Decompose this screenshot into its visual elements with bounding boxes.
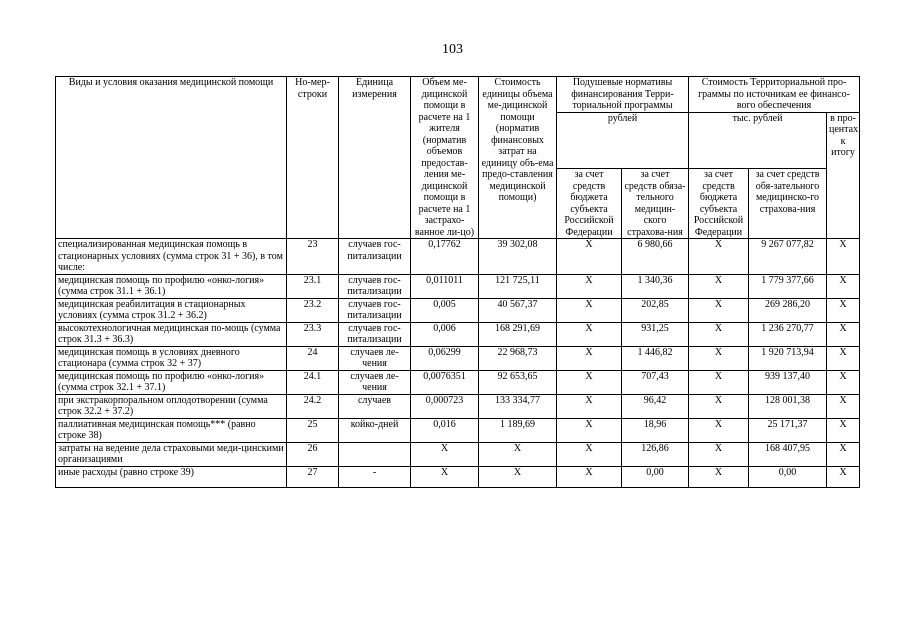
table-row xyxy=(56,418,860,442)
row-pc-budget: X xyxy=(557,394,622,418)
row-unit: случаев гос-питализации xyxy=(339,239,411,275)
row-pc-oms: 126,86 xyxy=(622,442,689,466)
header-tp-oms: за счет средств обя-зательного медицинско-го страхова-ния xyxy=(749,169,827,239)
row-name: медицинская помощь в условиях дневного стационара (сумма строк 32 + 37) xyxy=(56,346,287,370)
tariff-table xyxy=(55,76,860,488)
row-tp-budget: X xyxy=(689,370,749,394)
row-unit: случаев ле-чения xyxy=(339,370,411,394)
row-unit xyxy=(339,442,411,466)
row-pc-oms: 96,42 xyxy=(622,394,689,418)
table-header xyxy=(56,77,860,239)
row-pc-budget: X xyxy=(557,346,622,370)
row-tp-oms: 0,00 xyxy=(749,466,827,487)
row-percent: X xyxy=(827,394,860,418)
row-number: 24.1 xyxy=(287,370,339,394)
row-percent: X xyxy=(827,418,860,442)
table-row xyxy=(56,274,860,298)
row-tp-budget: X xyxy=(689,346,749,370)
row-pc-oms: 202,85 xyxy=(622,298,689,322)
row-cost: 40 567,37 xyxy=(479,298,557,322)
table-row xyxy=(56,442,860,466)
header-tp-budget: за счет средств бюджета субъекта Российской Федерации xyxy=(689,169,749,239)
row-percent: X xyxy=(827,370,860,394)
row-unit: случаев гос-питализации xyxy=(339,274,411,298)
row-tp-budget: X xyxy=(689,298,749,322)
row-pc-budget: X xyxy=(557,239,622,275)
row-volume: X xyxy=(411,466,479,487)
header-program-cost: Стоимость Территориальной про-граммы по источникам ее финансо-вого обеспечения xyxy=(689,77,860,113)
row-number: 24 xyxy=(287,346,339,370)
row-percent: X xyxy=(827,239,860,275)
row-name: специализированная медицинская помощь в стационарных условиях (сумма строк 31 + 36), в том числе: xyxy=(56,239,287,275)
row-cost: X xyxy=(479,466,557,487)
row-unit: случаев гос-питализации xyxy=(339,322,411,346)
row-percent: X xyxy=(827,346,860,370)
row-tp-budget: X xyxy=(689,322,749,346)
row-number: 23.3 xyxy=(287,322,339,346)
row-percent: X xyxy=(827,442,860,466)
header-row-number: Но-мер-строки xyxy=(287,77,339,239)
row-volume: 0,000723 xyxy=(411,394,479,418)
table-row xyxy=(56,466,860,487)
row-name: медицинская реабилитация в стационарных условиях (сумма строк 31.2 + 36.2) xyxy=(56,298,287,322)
row-tp-budget: X xyxy=(689,418,749,442)
row-volume: 0,005 xyxy=(411,298,479,322)
row-pc-oms: 1 340,36 xyxy=(622,274,689,298)
row-cost: 39 302,08 xyxy=(479,239,557,275)
row-number: 23.2 xyxy=(287,298,339,322)
row-cost: 168 291,69 xyxy=(479,322,557,346)
row-pc-budget: X xyxy=(557,298,622,322)
row-name: иные расходы (равно строке 39) xyxy=(56,466,287,487)
row-tp-oms: 1 236 270,77 xyxy=(749,322,827,346)
row-pc-budget: X xyxy=(557,370,622,394)
header-percent: в про-центах к итогу xyxy=(827,112,860,239)
row-percent: X xyxy=(827,274,860,298)
row-percent: X xyxy=(827,322,860,346)
row-number: 25 xyxy=(287,418,339,442)
header-unit: Единица измерения xyxy=(339,77,411,239)
row-number: 23.1 xyxy=(287,274,339,298)
row-tp-oms: 269 286,20 xyxy=(749,298,827,322)
row-cost: 92 653,65 xyxy=(479,370,557,394)
row-number: 24.2 xyxy=(287,394,339,418)
row-unit: случаев xyxy=(339,394,411,418)
row-cost: 121 725,11 xyxy=(479,274,557,298)
row-volume: X xyxy=(411,442,479,466)
row-tp-oms: 939 137,40 xyxy=(749,370,827,394)
row-pc-oms: 707,43 xyxy=(622,370,689,394)
table-row xyxy=(56,394,860,418)
row-percent: X xyxy=(827,298,860,322)
row-pc-oms: 0,00 xyxy=(622,466,689,487)
table-row xyxy=(56,298,860,322)
row-percent: X xyxy=(827,466,860,487)
header-rub: рублей xyxy=(557,112,689,169)
row-cost: 22 968,73 xyxy=(479,346,557,370)
row-volume: 0,011011 xyxy=(411,274,479,298)
row-tp-oms: 168 407,95 xyxy=(749,442,827,466)
row-volume: 0,0076351 xyxy=(411,370,479,394)
row-cost: X xyxy=(479,442,557,466)
header-pc-oms: за счет средств обяза-тельного медицин-ского страхова-ния xyxy=(622,169,689,239)
row-pc-oms: 18,96 xyxy=(622,418,689,442)
row-pc-budget: X xyxy=(557,466,622,487)
row-pc-budget: X xyxy=(557,442,622,466)
row-tp-budget: X xyxy=(689,442,749,466)
row-pc-budget: X xyxy=(557,274,622,298)
row-name: высокотехнологичная медицинская по-мощь (сумма строк 31.3 + 36.3) xyxy=(56,322,287,346)
row-unit: случаев ле-чения xyxy=(339,346,411,370)
row-name: затраты на ведение дела страховыми меди-цинскими организациями xyxy=(56,442,287,466)
row-tp-budget: X xyxy=(689,466,749,487)
row-volume: 0,17762 xyxy=(411,239,479,275)
row-pc-budget: X xyxy=(557,418,622,442)
table-row xyxy=(56,346,860,370)
row-number: 27 xyxy=(287,466,339,487)
row-volume: 0,006 xyxy=(411,322,479,346)
row-name: медицинская помощь по профилю «онко-логия» (сумма строк 32.1 + 37.1) xyxy=(56,370,287,394)
row-tp-budget: X xyxy=(689,239,749,275)
page-number: 103 xyxy=(442,42,463,57)
row-tp-oms: 1 920 713,94 xyxy=(749,346,827,370)
header-per-capita: Подушевые нормативы финансирования Терри-ториальной программы xyxy=(557,77,689,113)
row-tp-oms: 25 171,37 xyxy=(749,418,827,442)
row-volume: 0,016 xyxy=(411,418,479,442)
table-body xyxy=(56,239,860,488)
table-row xyxy=(56,322,860,346)
row-pc-oms: 6 980,66 xyxy=(622,239,689,275)
header-cost: Стоимость единицы объема ме-дицинской помощи (норматив финансовых затрат на единицу объ-ема предо-ставления медицинской помощи) xyxy=(479,77,557,239)
row-number: 23 xyxy=(287,239,339,275)
header-kind: Виды и условия оказания медицинской помощи xyxy=(56,77,287,239)
row-name: медицинская помощь по профилю «онко-логия» (сумма строк 31.1 + 36.1) xyxy=(56,274,287,298)
header-pc-budget: за счет средств бюджета субъекта Российской Федерации xyxy=(557,169,622,239)
row-cost: 1 189,69 xyxy=(479,418,557,442)
row-cost: 133 334,77 xyxy=(479,394,557,418)
table-row xyxy=(56,239,860,275)
row-unit: - xyxy=(339,466,411,487)
header-volume: Объем ме-дицинской помощи в расчете на 1 жителя (норматив объемов предостав-ления ме-дицинской помощи в расчете на 1 застрахо-ванное ли-цо) xyxy=(411,77,479,239)
row-volume: 0,06299 xyxy=(411,346,479,370)
table-row xyxy=(56,370,860,394)
header-thous-rub: тыс. рублей xyxy=(689,112,827,169)
row-tp-budget: X xyxy=(689,274,749,298)
row-name: паллиативная медицинская помощь*** (равно строке 38) xyxy=(56,418,287,442)
row-unit: случаев гос-питализации xyxy=(339,298,411,322)
row-unit: койко-дней xyxy=(339,418,411,442)
row-number: 26 xyxy=(287,442,339,466)
row-tp-oms: 128 001,38 xyxy=(749,394,827,418)
row-tp-oms: 1 779 377,66 xyxy=(749,274,827,298)
row-name: при экстракорпоральном оплодотворении (сумма строк 32.2 + 37.2) xyxy=(56,394,287,418)
row-pc-oms: 931,25 xyxy=(622,322,689,346)
row-pc-budget: X xyxy=(557,322,622,346)
row-tp-oms: 9 267 077,82 xyxy=(749,239,827,275)
row-tp-budget: X xyxy=(689,394,749,418)
row-pc-oms: 1 446,82 xyxy=(622,346,689,370)
